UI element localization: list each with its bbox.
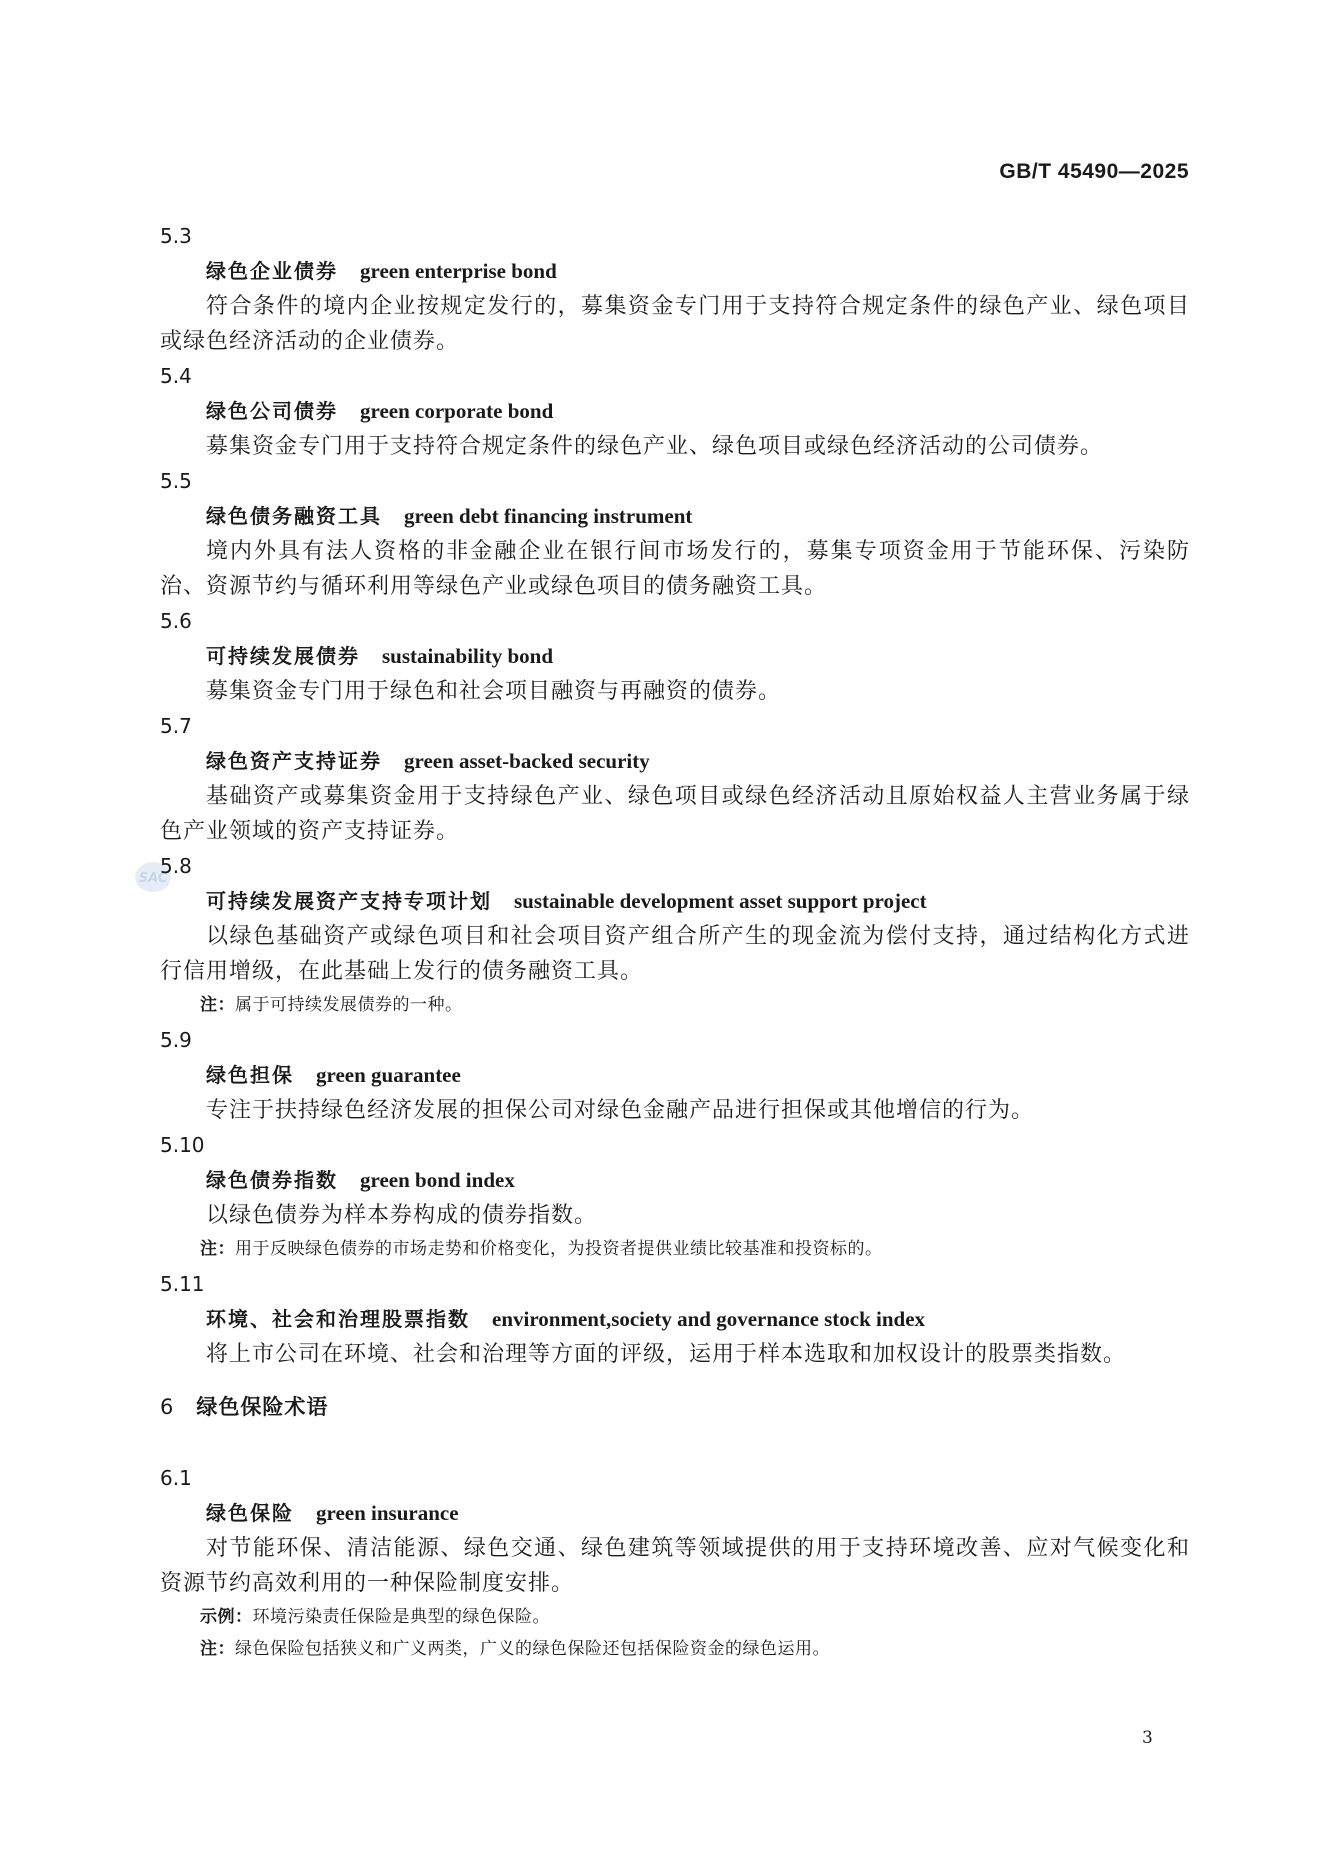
entry-number: 5.6 (160, 609, 192, 633)
term-chinese: 可持续发展资产支持专项计划 (206, 889, 492, 913)
document-id: GB/T 45490—2025 (999, 160, 1189, 183)
example-text: 环境污染责任保险是典型的绿色保险。 (252, 1607, 550, 1627)
section-heading (160, 1390, 1190, 1425)
term-definition: 境内外具有法人资格的非金融企业在银行间市场发行的，募集专项资金用于节能环保、污染防治、资源节约与循环利用等绿色产业或绿色项目的债务融资工具。 (160, 539, 1190, 599)
term-english: green corporate bond (360, 399, 554, 423)
term-definition: 募集资金专门用于绿色和社会项目融资与再融资的债券。 (206, 679, 782, 704)
term-heading (160, 744, 1190, 779)
note-text: 绿色保险包括狭义和广义两类，广义的绿色保险还包括保险资金的绿色运用。 (235, 1639, 830, 1659)
term-definition: 符合条件的境内企业按规定发行的，募集资金专门用于支持符合规定条件的绿色产业、绿色项目或绿色经济活动的企业债券。 (160, 294, 1190, 354)
term-entry (160, 464, 1190, 604)
term-heading (160, 1058, 1190, 1093)
document-body (160, 219, 1190, 1667)
note-label: 注： (200, 1239, 235, 1259)
entry-number: 5.11 (160, 1272, 205, 1296)
note-text: 属于可持续发展债券的一种。 (235, 995, 463, 1015)
entry-number: 5.10 (160, 1133, 205, 1157)
section-number: 6 (160, 1395, 175, 1419)
term-entry (160, 849, 1190, 1019)
term-definition: 基础资产或募集资金用于支持绿色产业、绿色项目或绿色经济活动且原始权益人主营业务属于绿色产业领域的资产支持证券。 (160, 784, 1190, 844)
term-english: sustainable development asset support project (514, 889, 927, 913)
term-english: environment,society and governance stock index (492, 1307, 926, 1331)
term-heading (160, 1496, 1190, 1531)
section-title: 绿色保险术语 (196, 1395, 329, 1419)
term-english: green insurance (316, 1501, 459, 1525)
term-note (160, 991, 1190, 1019)
term-entry (160, 1023, 1190, 1128)
term-note (160, 1635, 1190, 1663)
term-english: green debt financing instrument (404, 504, 693, 528)
term-chinese: 可持续发展债券 (206, 644, 360, 668)
term-entry (160, 709, 1190, 849)
note-label: 注： (200, 995, 235, 1015)
entry-number: 5.9 (160, 1028, 192, 1052)
entry-number: 5.4 (160, 364, 192, 388)
term-chinese: 绿色公司债券 (206, 399, 338, 423)
entry-number: 5.8 (160, 854, 192, 878)
term-english: sustainability bond (382, 644, 553, 668)
term-definition: 以绿色基础资产或绿色项目和社会项目资产组合所产生的现金流为偿付支持，通过结构化方式进行信用增级，在此基础上发行的债务融资工具。 (160, 924, 1190, 984)
term-definition: 募集资金专门用于支持符合规定条件的绿色产业、绿色项目或绿色经济活动的公司债券。 (206, 434, 1104, 459)
term-definition: 以绿色债券为样本券构成的债券指数。 (206, 1203, 598, 1228)
term-definition: 对节能环保、清洁能源、绿色交通、绿色建筑等领域提供的用于支持环境改善、应对气候变化和资源节约高效利用的一种保险制度安排。 (160, 1536, 1190, 1596)
svg-text:SAC: SAC (138, 871, 168, 886)
entry-number: 5.7 (160, 714, 192, 738)
entry-number: 6.1 (160, 1466, 192, 1490)
note-text: 用于反映绿色债券的市场走势和价格变化，为投资者提供业绩比较基准和投资标的。 (235, 1239, 883, 1259)
term-heading (160, 639, 1190, 674)
term-english: green enterprise bond (360, 259, 557, 283)
entry-number: 5.5 (160, 469, 192, 493)
term-example (160, 1603, 1190, 1631)
term-chinese: 绿色担保 (206, 1063, 294, 1087)
term-heading (160, 1302, 1190, 1337)
term-english: green bond index (360, 1168, 515, 1192)
page-number: 3 (1142, 1728, 1153, 1748)
term-chinese: 绿色保险 (206, 1501, 294, 1525)
term-note (160, 1235, 1190, 1263)
term-definition: 专注于扶持绿色经济发展的担保公司对绿色金融产品进行担保或其他增信的行为。 (206, 1098, 1035, 1123)
term-chinese: 绿色债券指数 (206, 1168, 338, 1192)
term-english: green guarantee (316, 1063, 461, 1087)
term-entry (160, 604, 1190, 709)
term-entry (160, 1461, 1190, 1663)
term-heading (160, 394, 1190, 429)
term-heading (160, 499, 1190, 534)
term-entry (160, 1128, 1190, 1263)
term-chinese: 绿色债务融资工具 (206, 504, 382, 528)
term-chinese: 绿色资产支持证券 (206, 749, 382, 773)
term-entry (160, 359, 1190, 464)
term-heading (160, 884, 1190, 919)
term-chinese: 绿色企业债券 (206, 259, 338, 283)
term-heading (160, 254, 1190, 289)
note-label: 注： (200, 1639, 235, 1659)
term-definition: 将上市公司在环境、社会和治理等方面的评级，运用于样本选取和加权设计的股票类指数。 (206, 1342, 1127, 1367)
example-label: 示例： (200, 1607, 253, 1627)
term-heading (160, 1163, 1190, 1198)
entry-number: 5.3 (160, 224, 192, 248)
term-chinese: 环境、社会和治理股票指数 (206, 1307, 470, 1331)
term-entry (160, 219, 1190, 359)
term-entry (160, 1267, 1190, 1372)
term-english: green asset-backed security (404, 749, 650, 773)
